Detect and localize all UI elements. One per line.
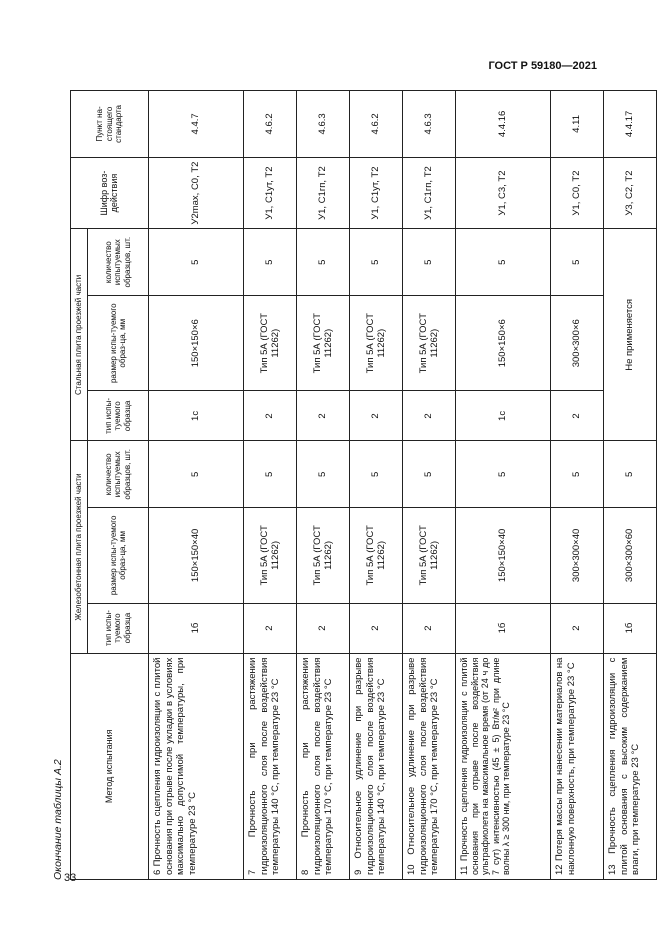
method-cell: 12 Потеря массы при нанесении материалов на наклонную поверхность, при температуре 23 °C: [551, 653, 604, 879]
steel-count-cell: 5: [551, 229, 604, 296]
concrete-type-cell: 1б: [456, 603, 551, 653]
steel-count-cell: 5: [149, 229, 244, 296]
table-row: [149, 91, 244, 880]
concrete-type-cell: 2: [403, 603, 456, 653]
concrete-type-cell: 2: [297, 603, 350, 653]
header-steel-size: размер испы-туемого образ-ца, мм: [88, 296, 149, 391]
header-concrete-size: размер испы-туемого образ-ца, мм: [88, 508, 149, 603]
steel-type-cell: 1с: [149, 391, 244, 441]
concrete-size-cell: Тип 5А (ГОСТ 11262): [297, 508, 350, 603]
document-code: ГОСТ Р 59180—2021: [488, 60, 597, 72]
clause-cell: 4.4.7: [149, 91, 244, 158]
header-concrete-group: Железобетонная плита проезжей части: [71, 441, 88, 653]
concrete-count-cell: 5: [149, 441, 244, 508]
concrete-count-cell: 5: [551, 441, 604, 508]
concrete-count-cell: 5: [244, 441, 297, 508]
table-row: [403, 91, 456, 880]
rotated-table-area: [50, 90, 641, 880]
concrete-type-cell: 2: [244, 603, 297, 653]
method-cell: 9 Относительное удлинение при разрыве гидроизоляционного слоя после воздействия температуры 140 °C, при температуре 23 °C: [350, 653, 403, 879]
clause-cell: 4.6.3: [297, 91, 350, 158]
steel-type-cell: 2: [551, 391, 604, 441]
header-steel-group: Стальная плита проезжей части: [71, 229, 88, 441]
table-row: [551, 91, 604, 880]
concrete-size-cell: Тип 5А (ГОСТ 11262): [350, 508, 403, 603]
method-cell: 10 Относительное удлинение при разрыве гидроизоляционного слоя после воздействия температуры 170 °C, при температуре 23 °C: [403, 653, 456, 879]
steel-count-cell: 5: [297, 229, 350, 296]
cipher-cell: У3, С2, Т2: [604, 157, 657, 229]
header-concrete-type: тип испы-туемого образца: [88, 603, 149, 653]
steel-size-cell: 150×150×6: [456, 296, 551, 391]
concrete-size-cell: 150×150×40: [149, 508, 244, 603]
concrete-type-cell: 1б: [149, 603, 244, 653]
concrete-size-cell: Тип 5А (ГОСТ 11262): [403, 508, 456, 603]
steel-count-cell: 5: [350, 229, 403, 296]
method-cell: 7 Прочность при растяжении гидроизоляционного слоя после воздействия температуры 140 °C, при температуре 23 °C: [244, 653, 297, 879]
table-row: [350, 91, 403, 880]
concrete-type-cell: 1б: [604, 603, 657, 653]
concrete-size-cell: 300×300×60: [604, 508, 657, 603]
clause-cell: 4.11: [551, 91, 604, 158]
cipher-cell: У1, С1гп, Т2: [403, 157, 456, 229]
concrete-type-cell: 2: [350, 603, 403, 653]
concrete-count-cell: 5: [604, 441, 657, 508]
header-concrete-count: количество испытуемых образцов, шт.: [88, 441, 149, 508]
clause-cell: 4.6.3: [403, 91, 456, 158]
header-clause: Пункт на-стоящего стандарта: [71, 91, 149, 158]
header-method: Метод испытания: [71, 653, 149, 879]
steel-count-cell: 5: [244, 229, 297, 296]
concrete-size-cell: Тип 5А (ГОСТ 11262): [244, 508, 297, 603]
steel-not-applicable-cell: Не применяется: [604, 229, 657, 441]
concrete-count-cell: 5: [403, 441, 456, 508]
steel-count-cell: 5: [403, 229, 456, 296]
clause-cell: 4.4.16: [456, 91, 551, 158]
page-number: 33: [64, 872, 77, 884]
concrete-count-cell: 5: [297, 441, 350, 508]
steel-size-cell: Тип 5А (ГОСТ 11262): [244, 296, 297, 391]
table-row: [456, 91, 551, 880]
steel-size-cell: 300×300×6: [551, 296, 604, 391]
steel-size-cell: Тип 5А (ГОСТ 11262): [350, 296, 403, 391]
clause-cell: 4.6.2: [244, 91, 297, 158]
method-cell: 13 Прочность сцепления гидроизоляции с плитой основания с высоким содержанием влаги, при температуре 23 °C: [604, 653, 657, 879]
header-cipher: Шифр воз-действия: [71, 157, 149, 229]
cipher-cell: У1, С1гп, Т2: [297, 157, 350, 229]
steel-type-cell: 2: [297, 391, 350, 441]
cipher-cell: У1, С1ут, Т2: [244, 157, 297, 229]
table-row: [297, 91, 350, 880]
clause-cell: 4.6.2: [350, 91, 403, 158]
table-caption: Окончание таблицы А.2: [52, 759, 64, 880]
concrete-count-cell: 5: [456, 441, 551, 508]
cipher-cell: У1, С0, Т2: [551, 157, 604, 229]
steel-size-cell: Тип 5А (ГОСТ 11262): [297, 296, 350, 391]
steel-type-cell: 1с: [456, 391, 551, 441]
table-row: [604, 91, 657, 880]
cipher-cell: У2max, С0, Т2: [149, 157, 244, 229]
steel-type-cell: 2: [350, 391, 403, 441]
method-cell: 11 Прочность сцепления гидроизоляции с плитой основания при отрыве после воздействия ультрафиолета на максимальное время (от 24 ч до 7 сут) интенсивностью (45 ± 5) Вт/м² при длине волны λ ≥ 300 нм, при температуре 23 °C: [456, 653, 551, 879]
cipher-cell: У1, С3, Т2: [456, 157, 551, 229]
concrete-size-cell: 300×300×40: [551, 508, 604, 603]
test-methods-table: [70, 90, 657, 880]
concrete-count-cell: 5: [350, 441, 403, 508]
steel-size-cell: 150×150×6: [149, 296, 244, 391]
method-cell: 6 Прочность сцепления гидроизоляции с плитой основания при отрыве после укладки в условиях максимально допустимой температуры, при температуре 23 °C: [149, 653, 244, 879]
table-row: [244, 91, 297, 880]
concrete-type-cell: 2: [551, 603, 604, 653]
steel-type-cell: 2: [244, 391, 297, 441]
steel-type-cell: 2: [403, 391, 456, 441]
steel-count-cell: 5: [456, 229, 551, 296]
header-steel-type: тип испы-туемого образца: [88, 391, 149, 441]
cipher-cell: У1, С1ут, Т2: [350, 157, 403, 229]
method-cell: 8 Прочность при растяжении гидроизоляционного слоя после воздействия температуры 170 °C, при температуре 23 °C: [297, 653, 350, 879]
header-steel-count: количество испытуемых образцов, шт.: [88, 229, 149, 296]
concrete-size-cell: 150×150×40: [456, 508, 551, 603]
steel-size-cell: Тип 5А (ГОСТ 11262): [403, 296, 456, 391]
clause-cell: 4.4.17: [604, 91, 657, 158]
